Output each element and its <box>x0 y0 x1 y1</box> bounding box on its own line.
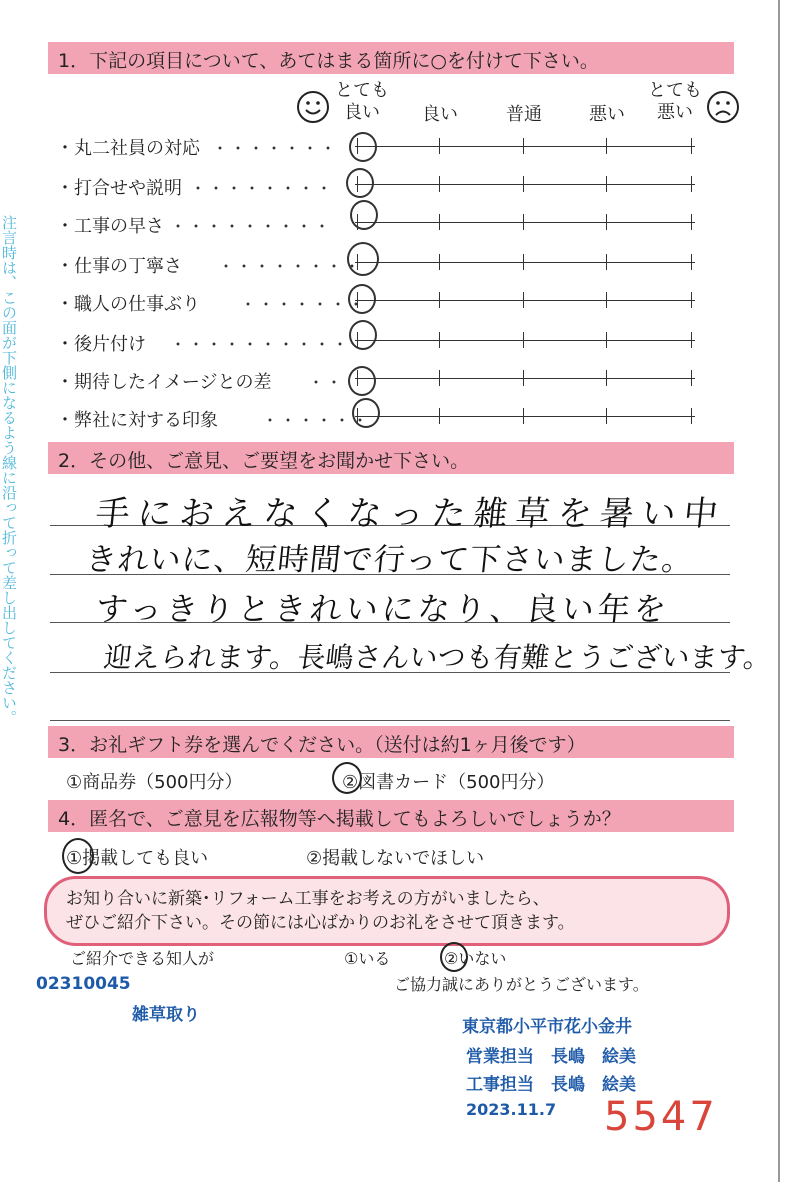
rating-circle[interactable] <box>350 200 378 230</box>
header-bad: 悪い <box>589 104 625 125</box>
item-label: ・仕事の丁寧さ <box>56 256 182 277</box>
handwritten-comment-line: きれいに、短時間で行って下さいました。 <box>83 542 696 578</box>
section4-title: 4．匿名で、ご意見を広報物等へ掲載してもよろしいでしょうか？ <box>58 808 621 830</box>
header-very-good-top: とても <box>335 80 389 101</box>
item-label: ・丸二社員の対応 <box>56 138 200 159</box>
item-dots: ・・・・・・・・・・ <box>170 335 351 354</box>
construction-rep: 工事担当 長嶋 絵美 <box>466 1075 636 1095</box>
page-right-border <box>778 0 780 1182</box>
write-line <box>50 720 730 721</box>
rating-circle[interactable] <box>349 320 377 350</box>
publish-option-1[interactable]: ①掲載しても良い <box>66 848 209 869</box>
item-dots: ・・・・・・・ <box>240 295 367 314</box>
rating-circle[interactable] <box>352 398 380 428</box>
job-type: 雑草取り <box>132 1005 200 1025</box>
section3-title: 3．お礼ギフト券を選んでください。（送付は約1ヶ月後です） <box>58 734 586 756</box>
thanks-text: ご協力誠にありがとうございます。 <box>394 975 649 994</box>
referral-question: ご紹介できる知人が <box>70 949 215 968</box>
handwritten-comment-line: 手におえなくなった雑草を暑い中 <box>93 494 728 534</box>
header-very-bad <box>640 80 710 124</box>
item-dots: ・・・・・・・・ <box>218 257 363 276</box>
rating-circle[interactable] <box>348 366 376 396</box>
item-label: ・期待したイメージとの差 <box>56 372 272 393</box>
rating-circle[interactable] <box>348 284 376 314</box>
referral-line2: ぜひご紹介下さい。その節には心ばかりのお礼をさせて頂きます。 <box>66 913 575 933</box>
header-normal: 普通 <box>506 104 542 125</box>
company-location: 東京都小平市花小金井 <box>462 1017 632 1037</box>
selection-circle <box>440 942 468 972</box>
selection-circle <box>332 762 362 794</box>
gift-option-2[interactable]: ②図書カード（500円分） <box>342 772 555 793</box>
frown-icon <box>706 90 740 124</box>
handwritten-comment-line: すっきりときれいになり、良い年を <box>93 590 672 628</box>
gift-option-1[interactable]: ①商品券（500円分） <box>66 772 243 793</box>
selection-circle <box>62 838 94 874</box>
handwritten-number: 5547 <box>604 1094 718 1140</box>
sales-rep: 営業担当 長嶋 絵美 <box>466 1047 636 1067</box>
referral-line1: お知り合いに新築･リフォーム工事をお考えの方がいましたら、 <box>66 889 550 909</box>
header-good: 良い <box>422 104 458 125</box>
item-label: ・弊社に対する印象 <box>56 410 218 431</box>
handwritten-comment-line: 迎えられます。長嶋さんいつも有難とうございます。 <box>102 641 774 674</box>
smiley-icon <box>296 90 330 124</box>
rating-circle[interactable] <box>349 132 377 162</box>
rating-circle[interactable] <box>346 168 374 198</box>
referral-option-1[interactable]: ①いる <box>344 949 391 968</box>
item-label: ・後片付け <box>56 334 146 355</box>
date-stamp: 2023.11.7 <box>466 1100 557 1119</box>
item-label: ・打合せや説明 <box>56 178 182 199</box>
item-dots: ・・・・・・・・ <box>190 179 335 198</box>
section1-title: 1．下記の項目について、あてはまる箇所に○を付けて下さい。 <box>58 50 599 72</box>
rating-circle[interactable] <box>347 242 379 276</box>
header-very-bad-top: とても <box>648 80 702 101</box>
item-dots: ・・ <box>308 373 345 392</box>
item-dots: ・・・・・・・・・ <box>170 217 333 236</box>
item-label: ・工事の早さ <box>56 216 164 237</box>
header-very-good <box>327 80 397 124</box>
customer-code: 02310045 <box>36 974 131 994</box>
item-dots: ・・・・・・・ <box>212 139 339 158</box>
side-note: 注言時は、この面が下側になるよう線に沿って折って差し出してください。 <box>0 215 18 725</box>
referral-option-2[interactable]: ②いない <box>444 949 507 968</box>
header-very-good-bottom: 良い <box>344 102 380 123</box>
publish-option-2[interactable]: ②掲載しないでほしい <box>306 848 485 869</box>
item-label: ・職人の仕事ぶり <box>56 294 200 315</box>
item-dots: ・・・・・・ <box>262 411 371 430</box>
section2-title: 2．その他、ご意見、ご要望をお聞かせ下さい。 <box>58 450 470 472</box>
header-very-bad-bottom: 悪い <box>657 102 693 123</box>
